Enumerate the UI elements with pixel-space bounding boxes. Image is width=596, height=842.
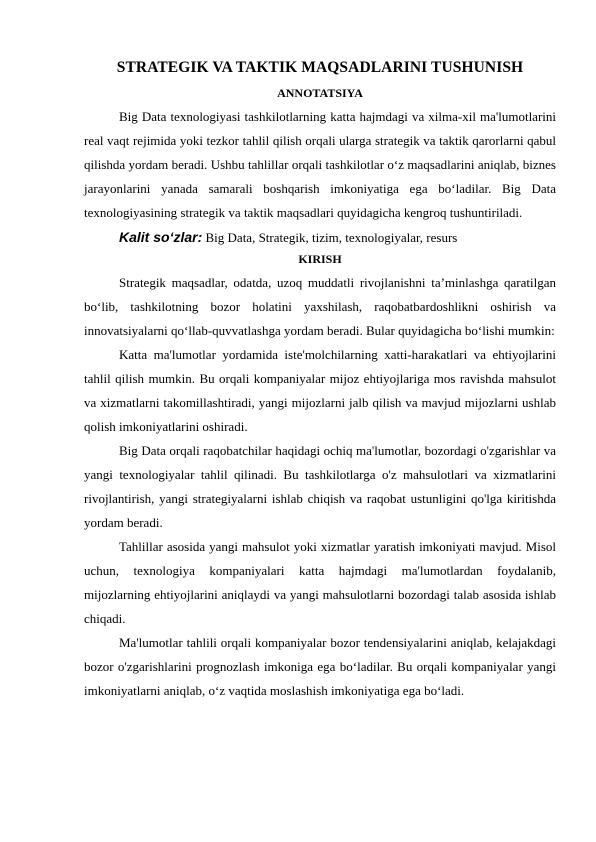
abstract-paragraph: Big Data texnologiyasi tashkilotlarning katta hajmdagi va xilma-xil ma'lumotlarini real vaqt rejimida yoki tezkor tahlil qilish orqali ularga strategik va taktik qarorlarni qabul qilishda yordam beradi. Ushbu tahlillar orqali tashkilotlar o‘z maqsadlarini aniqlab, biznes jarayonlarini yanada samarali boshqarish imkoniyatiga ega bo‘ladilar. Big Data texnologiyasining strategik va taktik maqsadlari quyidagicha kengroq tushuntiriladi. (84, 109, 556, 220)
intro-paragraph: Strategik maqsadlar, odatda, uzoq muddatli rivojlanishni ta’minlashga qaratilgan bo‘lib, tashkilotning bozor holatini yaxshilash, raqobatbardoshlikni oshirish va innovatsiyalarni qo‘llab-quvvatlashga yordam beradi. Bular quyidagicha bo‘lishi mumkin: (84, 275, 556, 338)
intro-heading: KIRISH (298, 252, 342, 266)
keywords-line (84, 225, 556, 250)
keywords-text: Big Data, Strategik, tizim, texnologiyalar, resurs (202, 230, 458, 245)
keywords-label: Kalit so‘zlar: (119, 229, 203, 245)
document-title: STRATEGIK VA TAKTIK MAQSADLARINI TUSHUNISH (116, 59, 524, 76)
intro-paragraph: Ma'lumotlar tahlili orqali kompaniyalar bozor tendensiyalarini aniqlab, kelajakdagi bozor o'zgarishlarini prognozlash imkoniga ega bo‘ladilar. Bu orqali kompaniyalar yangi imkoniyatlarni aniqlab, o‘z vaqtida moslashish imkoniyatiga ega bo‘ladi. (84, 635, 556, 698)
document-page (84, 58, 556, 703)
intro-paragraph: Katta ma'lumotlar yordamida iste'molchilarning xatti-harakatlari va ehtiyojlarini tahlil qilish mumkin. Bu orqali kompaniyalar mijoz ehtiyojlariga mos ravishda mahsulot va xizmatlarni takomillashtiradi, yangi mijozlarni jalb qilish va mavjud mijozlarni ushlab qolish imkoniyatlarini oshiradi. (84, 347, 556, 434)
intro-paragraph: Big Data orqali raqobatchilar haqidagi ochiq ma'lumotlar, bozordagi o'zgarishlar va yangi texnologiyalar tahlil qilinadi. Bu tashkilotlarga o'z mahsulotlari va xizmatlarini rivojlantirish, yangi strategiyalarni ishlab chiqish va raqobat ustunligini qo'lga kiritishda yordam beradi. (84, 443, 556, 530)
abstract-heading: ANNOTATSIYA (277, 86, 363, 100)
intro-paragraph: Tahlillar asosida yangi mahsulot yoki xizmatlar yaratish imkoniyati mavjud. Misol uchun, texnologiya kompaniyalari katta hajmdagi ma'lumotlardan foydalanib, mijozlarning ehtiyojlarini aniqlaydi va yangi mahsulotlarni bozordagi talab asosida ishlab chiqadi. (84, 539, 556, 626)
